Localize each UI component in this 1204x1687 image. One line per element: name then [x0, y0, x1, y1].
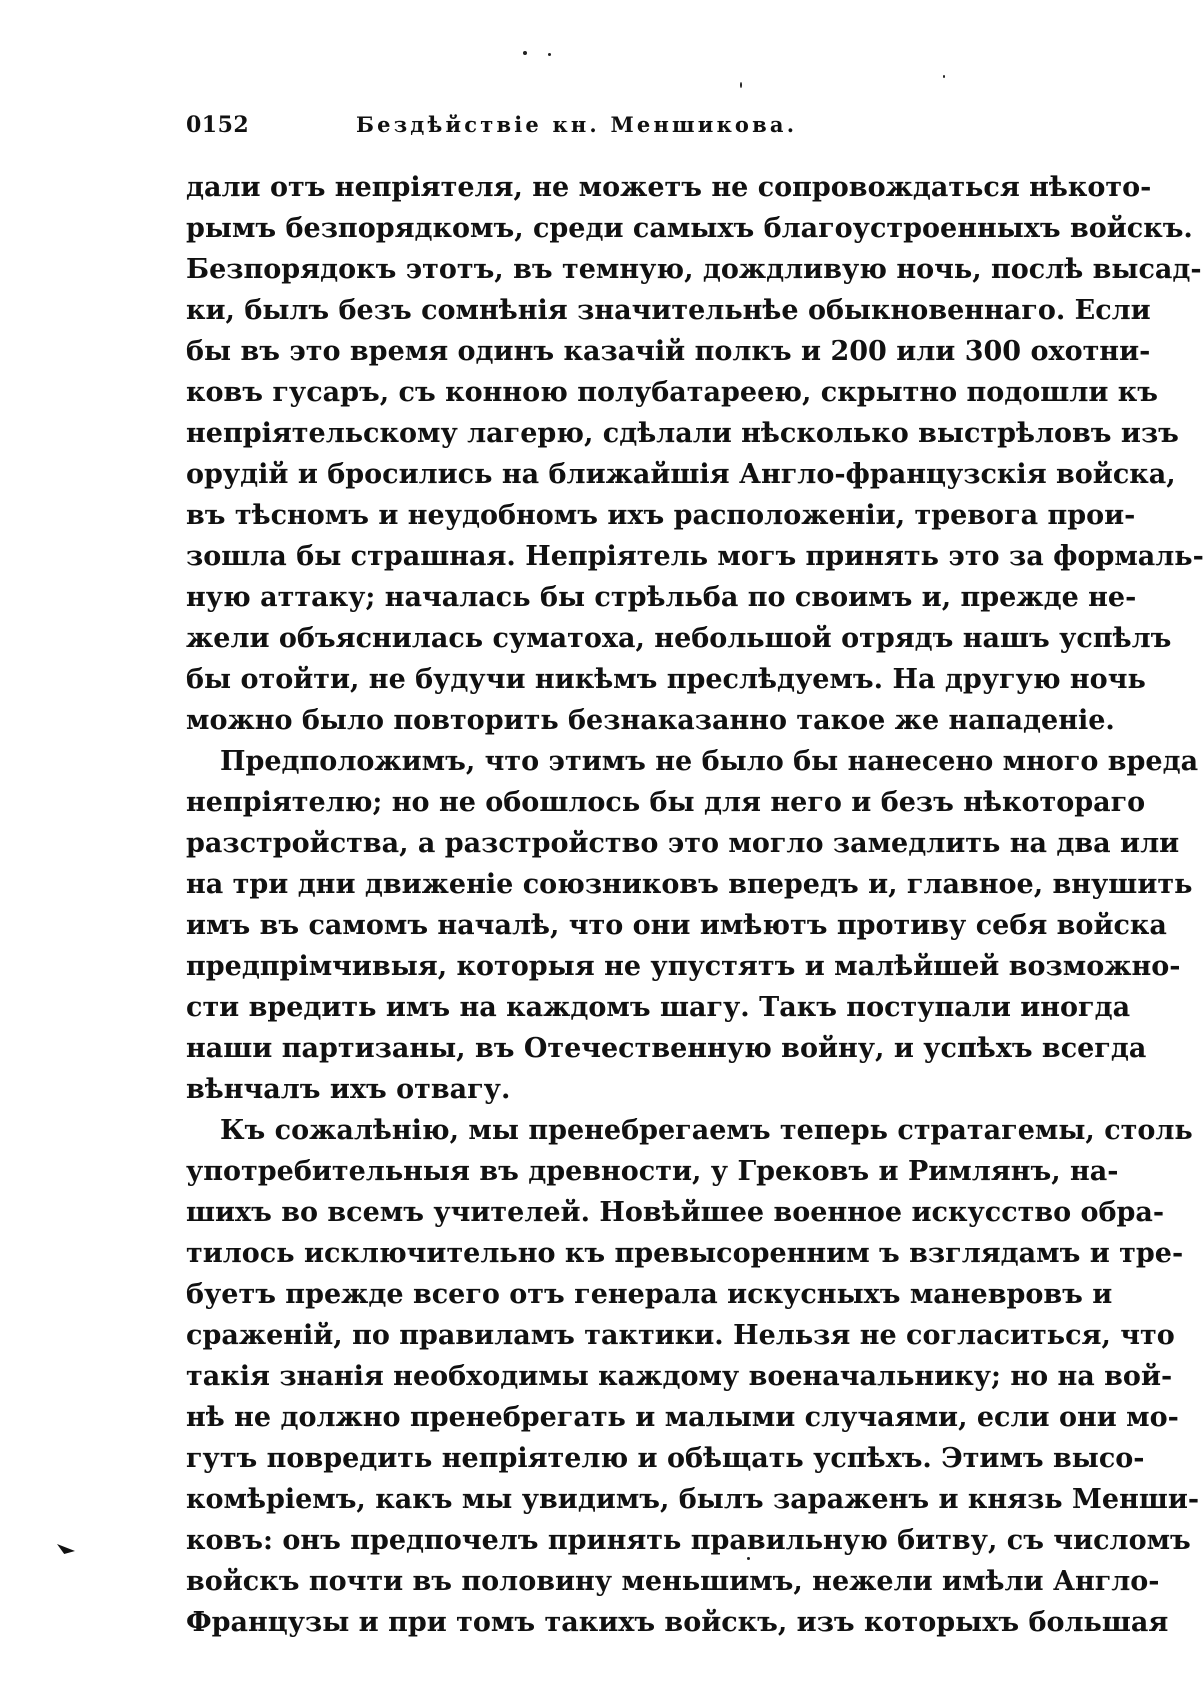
text-line: сраженій, по правиламъ тактики. Нельзя не согласиться, что [186, 1320, 1175, 1351]
text-line: предпрімчивыя, которыя не упустятъ и малѣйшей возможно- [186, 951, 1181, 982]
text-line: бы въ это время одинъ казачій полкъ и 200 или 300 охотни- [186, 336, 1151, 367]
text-line: Предположимъ, что этимъ не было бы нанесено много вреда [220, 746, 1199, 777]
page-header [186, 112, 1026, 152]
text-line: непріятельскому лагерю, сдѣлали нѣсколько выстрѣловъ изъ [186, 418, 1179, 449]
text-line: дали отъ непріятеля, не можетъ не сопровождаться нѣкото- [186, 172, 1152, 203]
paragraph-1 [186, 167, 1204, 741]
text-line: въ тѣсномъ и неудобномъ ихъ расположеніи, тревога прои- [186, 500, 1136, 531]
text-line: вѣнчалъ ихъ отвагу. [186, 1074, 511, 1105]
text-line: рымъ безпорядкомъ, среди самыхъ благоустроенныхъ войскъ. [186, 213, 1193, 244]
text-line: разстройства, а разстройство это могло замедлить на два или [186, 828, 1180, 859]
page-number: 0152 [186, 112, 250, 138]
text-line: употребительныя въ древности, у Грековъ и Римлянъ, на- [186, 1156, 1119, 1187]
text-line: ковъ гусаръ, съ конною полубатареею, скрытно подошли къ [186, 377, 1158, 408]
text-line: непріятелю; но не обошлось бы для него и безъ нѣкотораго [186, 787, 1146, 818]
text-line: такія знанія необходимы каждому военачальнику; но на вой- [186, 1361, 1173, 1392]
text-line: Французы и при томъ такихъ войскъ, изъ которыхъ большая [186, 1607, 1169, 1638]
text-line: гутъ повредить непріятелю и обѣщать успѣхъ. Этимъ высо- [186, 1443, 1145, 1474]
text-line: можно было повторить безнаказанно такое же нападеніе. [186, 705, 1115, 736]
running-title: Бездѣйствіе кн. Меншикова. [356, 112, 798, 137]
text-line: ки, былъ безъ сомнѣнія значительнѣе обыкновеннаго. Если [186, 295, 1151, 326]
text-line: зошла бы страшная. Непріятель могъ принять это за формаль- [186, 541, 1204, 572]
text-line: имъ въ самомъ началѣ, что они имѣютъ противу себя войска [186, 910, 1167, 941]
scan-speck [943, 75, 945, 78]
paragraph-3 [186, 1110, 1200, 1643]
text-line: сти вредить имъ на каждомъ шагу. Такъ поступали иногда [186, 992, 1131, 1023]
scan-speck [548, 53, 551, 56]
text-line: ковъ: онъ предпочелъ принять правильную битву, съ числомъ [186, 1525, 1191, 1556]
text-line: нѣ не должно пренебрегать и малыми случаями, если они мо- [186, 1402, 1179, 1433]
text-line: орудій и бросились на ближайшія Англо-французскія войска, [186, 459, 1176, 490]
text-line: тилось исключительно къ превысоренним ъ взглядамъ и тре- [186, 1238, 1184, 1269]
text-line: бы отойти, не будучи никѣмъ преслѣдуемъ. На другую ночь [186, 664, 1146, 695]
text-line: Безпорядокъ этотъ, въ темную, дождливую ночь, послѣ высад- [186, 254, 1202, 285]
text-line: шихъ во всемъ учителей. Новѣйшее военное искусство обра- [186, 1197, 1165, 1228]
text-line: войскъ почти въ половину меньшимъ, нежели имѣли Англо- [186, 1566, 1160, 1597]
scan-speck [523, 51, 527, 55]
body-text [186, 167, 1204, 1643]
text-line: комѣріемъ, какъ мы увидимъ, былъ зараженъ и князь Менши- [186, 1484, 1200, 1515]
scan-speck [740, 82, 742, 88]
text-line: ную аттаку; началась бы стрѣльба по своимъ и, прежде не- [186, 582, 1137, 613]
text-line: наши партизаны, въ Отечественную войну, и успѣхъ всегда [186, 1033, 1147, 1064]
text-line: жели объяснилась суматоха, небольшой отрядъ нашъ успѣлъ [186, 623, 1172, 654]
text-line: буетъ прежде всего отъ генерала искусныхъ маневровъ и [186, 1279, 1113, 1310]
text-line: на три дни движеніе союзниковъ впередъ и, главное, внушить [186, 869, 1193, 900]
scan-corner-mark [57, 1544, 75, 1554]
paragraph-2 [186, 741, 1199, 1110]
text-line: Къ сожалѣнію, мы пренебрегаемъ теперь стратагемы, столь [220, 1115, 1193, 1146]
